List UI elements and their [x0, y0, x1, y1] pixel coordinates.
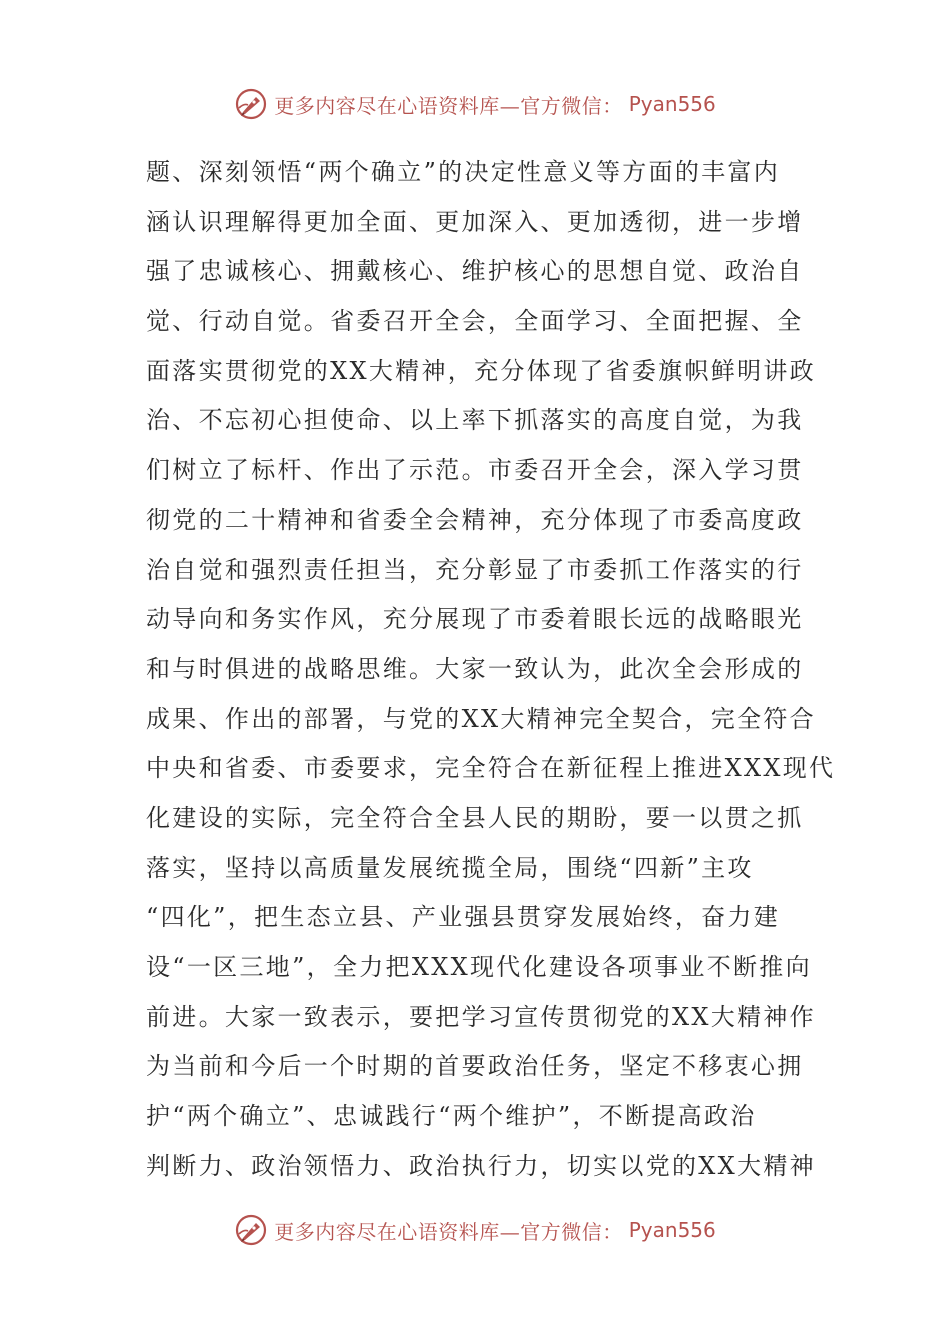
text-line: 判断力、政治领悟力、政治执行力，切实以党的XX大精神 [146, 1151, 816, 1180]
header-banner [0, 84, 950, 124]
text-line: 前进。大家一致表示，要把学习宣传贯彻党的XX大精神作 [146, 1002, 816, 1031]
text-line: 治自觉和强烈责任担当，充分彰显了市委抓工作落实的行 [146, 555, 804, 584]
pen-nib-logo-icon [234, 87, 268, 121]
footer-banner [0, 1210, 950, 1250]
text-line: 落实，坚持以高质量发展统揽全局，围绕“四新”主攻 [146, 853, 754, 882]
text-line: 涵认识理解得更加全面、更加深入、更加透彻，进一步增 [146, 207, 804, 236]
banner-wechat-id: Pyan556 [628, 92, 716, 116]
pen-nib-logo-icon [234, 1213, 268, 1247]
banner-wechat-id: Pyan556 [628, 1218, 716, 1242]
text-line: 觉、行动自觉。省委召开全会，全面学习、全面把握、全 [146, 307, 804, 336]
text-line: 成果、作出的部署，与党的XX大精神完全契合，完全符合 [146, 704, 816, 733]
header-banner-content [234, 87, 716, 121]
text-line: 题、深刻领悟“两个确立”的决定性意义等方面的丰富内 [146, 158, 781, 186]
banner-text: 更多内容尽在心语资料库—官方微信： [274, 93, 623, 118]
text-line: 彻党的二十精神和省委全会精神，充分体现了市委高度政 [146, 505, 804, 534]
text-line: 们树立了标杆、作出了示范。市委召开全会，深入学习贯 [146, 456, 804, 485]
document-body [146, 148, 836, 1191]
text-line: 面落实贯彻党的XX大精神，充分体现了省委旗帜鲜明讲政 [146, 356, 816, 385]
banner-text: 更多内容尽在心语资料库—官方微信： [274, 1219, 623, 1244]
text-line: 设“一区三地”，全力把XXX现代化建设各项事业不断推向 [146, 953, 812, 981]
text-line: 强了忠诚核心、拥戴核心、维护核心的思想自觉、政治自 [146, 257, 804, 286]
text-line: 护“两个确立”、忠诚践行“两个维护”，不断提高政治 [146, 1102, 757, 1131]
text-line: 和与时俱进的战略思维。大家一致认为，此次全会形成的 [146, 654, 804, 683]
text-line: “四化”，把生态立县、产业强县贯穿发展始终，奋力建 [146, 903, 781, 932]
text-line: 治、不忘初心担使命、以上率下抓落实的高度自觉，为我 [146, 406, 804, 435]
text-line: 化建设的实际，完全符合全县人民的期盼，要一以贯之抓 [146, 803, 804, 832]
text-line: 为当前和今后一个时期的首要政治任务，坚定不移衷心拥 [146, 1052, 804, 1081]
footer-banner-content [234, 1213, 716, 1247]
text-line: 中央和省委、市委要求，完全符合在新征程上推进XXX现代 [146, 754, 836, 783]
text-line: 动导向和务实作风，充分展现了市委着眼长远的战略眼光 [146, 605, 804, 634]
